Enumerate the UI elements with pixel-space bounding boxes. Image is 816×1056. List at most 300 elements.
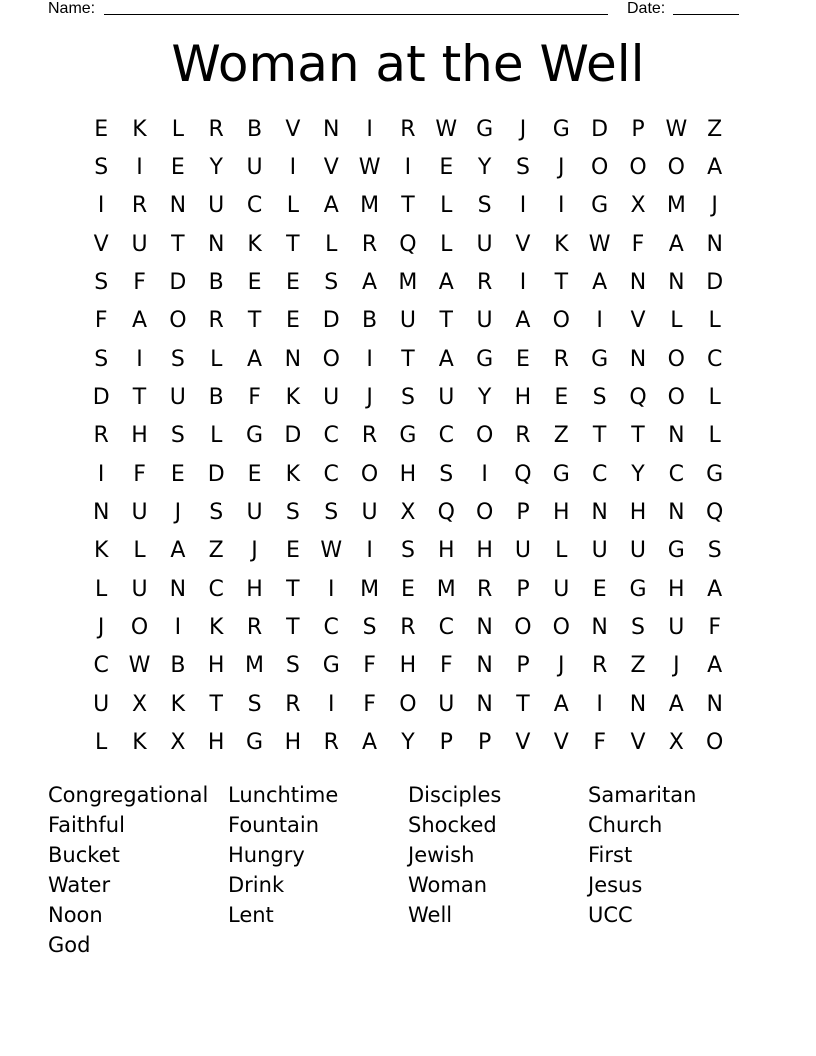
grid-letter: K	[208, 615, 224, 641]
grid-letter: N	[169, 576, 187, 602]
grid-letter: I	[366, 346, 373, 372]
grid-letter: S	[285, 653, 300, 679]
grid-letter: K	[170, 691, 186, 717]
grid-letter: P	[477, 730, 492, 756]
grid-letter: R	[285, 691, 301, 717]
grid-letter: H	[207, 653, 225, 679]
grid-letter: E	[94, 116, 109, 142]
grid-letter: U	[591, 538, 608, 564]
grid-letter: N	[668, 270, 685, 296]
grid-letter: E	[554, 385, 569, 411]
grid-letter: E	[247, 461, 262, 487]
grid-letter: S	[439, 461, 454, 487]
grid-letter: O	[629, 155, 647, 181]
word-list-item: Hungry	[228, 843, 305, 867]
grid-letter: C	[668, 461, 685, 487]
grid-letter: N	[476, 653, 493, 679]
grid-letter: T	[401, 346, 415, 372]
grid-letter: O	[475, 500, 494, 526]
grid-letter: F	[363, 653, 376, 679]
grid-letter: N	[476, 615, 493, 641]
grid-letter: X	[400, 500, 416, 526]
grid-letter: Q	[437, 500, 455, 526]
grid-letter: P	[516, 576, 530, 602]
grid-letter: O	[667, 385, 685, 411]
grid-letter: L	[210, 423, 223, 449]
grid-letter: I	[327, 576, 335, 602]
grid-letter: O	[169, 308, 187, 334]
grid-letter: X	[630, 193, 646, 219]
grid-letter: A	[362, 270, 378, 296]
grid-letter: G	[476, 346, 494, 372]
grid-letter: C	[208, 576, 224, 602]
grid-letter: U	[553, 576, 570, 602]
grid-letter: E	[170, 461, 185, 487]
grid-letter: S	[400, 385, 415, 411]
grid-letter: J	[519, 116, 527, 142]
header	[48, 0, 740, 20]
grid-letter: T	[286, 231, 300, 257]
grid-letter: H	[399, 653, 417, 679]
grid-letter: C	[438, 423, 454, 449]
grid-letter: L	[325, 231, 338, 257]
grid-letter: M	[436, 576, 456, 602]
grid-letter: R	[553, 346, 569, 372]
grid-letter: L	[95, 576, 108, 602]
grid-letter: A	[707, 576, 723, 602]
grid-letter: U	[668, 615, 685, 641]
grid-letter: G	[552, 116, 570, 142]
grid-letter: D	[169, 270, 187, 296]
grid-letter: H	[131, 423, 148, 449]
grid-letter: L	[708, 385, 721, 411]
grid-letter: U	[131, 500, 148, 526]
grid-letter: U	[246, 500, 263, 526]
grid-letter: E	[170, 155, 185, 181]
grid-letter: Y	[477, 385, 492, 411]
grid-letter: C	[323, 423, 339, 449]
grid-letter: G	[552, 461, 570, 487]
grid-letter: G	[246, 423, 264, 449]
grid-letter: W	[435, 116, 458, 142]
name-label: Name:	[48, 0, 96, 17]
grid-letter: Y	[401, 730, 415, 756]
grid-letter: N	[591, 500, 608, 526]
grid-letter: T	[516, 691, 530, 717]
grid-letter: B	[247, 116, 263, 142]
grid-letter: S	[94, 346, 109, 372]
grid-letter: R	[93, 423, 109, 449]
grid-letter: S	[400, 538, 415, 564]
grid-letter: T	[631, 423, 645, 449]
grid-letter: F	[133, 270, 146, 296]
grid-letter: A	[707, 653, 723, 679]
grid-letter: O	[130, 615, 149, 641]
grid-letter: S	[247, 691, 262, 717]
grid-letter: F	[363, 691, 376, 717]
grid-letter: F	[439, 653, 453, 679]
grid-letter: B	[362, 308, 378, 334]
grid-letter: I	[366, 538, 373, 564]
grid-letter: J	[673, 653, 680, 679]
grid-letter: V	[515, 231, 531, 257]
grid-letter: T	[132, 385, 147, 411]
grid-letter: U	[323, 385, 340, 411]
grid-letter: U	[438, 691, 455, 717]
grid-letter: S	[324, 500, 339, 526]
grid-letter: I	[596, 691, 603, 717]
grid-letter: T	[439, 308, 453, 334]
word-list-item: Water	[48, 873, 111, 897]
grid-letter: A	[170, 538, 186, 564]
grid-letter: C	[323, 615, 339, 641]
grid-letter: C	[591, 461, 608, 487]
grid-letter: L	[708, 423, 721, 449]
grid-letter: E	[516, 346, 530, 372]
grid-letter: U	[476, 231, 493, 257]
grid-letter: L	[95, 730, 108, 756]
grid-letter: S	[94, 155, 109, 181]
grid-letter: N	[591, 615, 608, 641]
grid-letter: M	[398, 270, 418, 296]
word-list-item: Disciples	[408, 783, 502, 807]
grid-letter: H	[514, 385, 532, 411]
grid-letter: Y	[477, 155, 492, 181]
grid-letter: E	[285, 538, 300, 564]
grid-letter: A	[438, 270, 454, 296]
grid-letter: X	[668, 730, 684, 756]
grid-letter: K	[132, 116, 147, 142]
word-list-item: Faithful	[48, 813, 125, 837]
grid-letter: R	[476, 576, 493, 602]
grid-letter: O	[475, 423, 494, 449]
grid-letter: J	[97, 615, 105, 641]
grid-letter: N	[323, 116, 340, 142]
page-title: Woman at the Well	[171, 35, 645, 93]
grid-letter: G	[399, 423, 417, 449]
grid-letter: D	[591, 116, 609, 142]
grid-letter: O	[360, 461, 379, 487]
grid-letter: H	[399, 461, 417, 487]
grid-letter: E	[592, 576, 607, 602]
grid-letter: A	[438, 346, 454, 372]
grid-letter: I	[404, 155, 412, 181]
grid-letter: U	[399, 308, 416, 334]
grid-letter: C	[438, 615, 454, 641]
grid-letter: O	[590, 155, 609, 181]
word-list-item: God	[48, 933, 91, 957]
grid-letter: D	[207, 461, 225, 487]
grid-letter: A	[707, 155, 723, 181]
grid-letter: O	[706, 730, 724, 756]
grid-letter: K	[93, 538, 109, 564]
grid-letter: H	[284, 730, 302, 756]
word-list-item: Jesus	[588, 873, 643, 897]
grid-letter: N	[284, 346, 302, 372]
grid-letter: R	[400, 116, 416, 142]
grid-letter: A	[668, 691, 684, 717]
grid-letter: L	[708, 308, 721, 334]
grid-letter: S	[362, 615, 377, 641]
word-list-item: Samaritan	[588, 783, 697, 807]
grid-letter: V	[630, 308, 646, 334]
word-list-item: Jewish	[408, 843, 475, 867]
grid-letter: G	[667, 538, 685, 564]
grid-letter: Q	[629, 385, 647, 411]
grid-letter: O	[552, 308, 570, 334]
grid-letter: D	[322, 308, 340, 334]
grid-letter: C	[706, 346, 723, 372]
grid-letter: S	[707, 538, 722, 564]
grid-letter: K	[285, 385, 301, 411]
grid-letter: V	[323, 155, 339, 181]
grid-letter: O	[552, 615, 570, 641]
grid-letter: I	[97, 461, 105, 487]
grid-letter: Y	[209, 155, 223, 181]
grid-letter: G	[322, 653, 340, 679]
grid-letter: U	[208, 193, 225, 219]
grid-letter: V	[93, 231, 109, 257]
grid-letter: F	[708, 615, 721, 641]
grid-letter: S	[94, 270, 109, 296]
grid-letter: G	[246, 730, 264, 756]
grid-letter: C	[93, 653, 109, 679]
grid-letter: Z	[707, 116, 723, 142]
grid-letter: N	[169, 193, 187, 219]
grid-letter: S	[209, 500, 224, 526]
word-list-item: Woman	[408, 873, 488, 897]
grid-letter: V	[515, 730, 531, 756]
word-list-item: Congregational	[48, 783, 209, 807]
grid-letter: S	[477, 193, 492, 219]
grid-letter: B	[208, 385, 224, 411]
grid-letter: E	[285, 308, 300, 334]
grid-letter: N	[668, 423, 685, 449]
grid-letter: O	[399, 691, 417, 717]
grid-letter: X	[131, 691, 148, 717]
grid-letter: O	[667, 346, 685, 372]
grid-letter: I	[519, 193, 527, 219]
grid-letter: W	[358, 155, 381, 181]
grid-letter: A	[362, 730, 378, 756]
grid-letter: A	[592, 270, 608, 296]
grid-letter: F	[593, 730, 606, 756]
grid-letter: Y	[631, 461, 645, 487]
grid-letter: U	[131, 231, 148, 257]
grid-letter: T	[401, 193, 415, 219]
grid-letter: J	[711, 193, 718, 219]
grid-letter: H	[553, 500, 570, 526]
letter-grid	[82, 110, 734, 762]
name-field-line[interactable]	[104, 14, 608, 15]
grid-letter: Z	[208, 538, 224, 564]
grid-letter: E	[285, 270, 300, 296]
grid-letter: D	[284, 423, 302, 449]
grid-letter: U	[131, 576, 148, 602]
grid-letter: L	[440, 193, 453, 219]
grid-letter: I	[327, 691, 335, 717]
grid-letter: R	[323, 730, 339, 756]
grid-letter: N	[476, 691, 493, 717]
grid-letter: O	[514, 615, 532, 641]
grid-letter: R	[131, 193, 148, 219]
grid-letter: A	[247, 346, 263, 372]
grid-letter: R	[400, 615, 416, 641]
grid-letter: N	[207, 231, 225, 257]
grid-letter: A	[131, 308, 148, 334]
grid-letter: N	[706, 231, 723, 257]
grid-letter: R	[476, 270, 493, 296]
grid-letter: U	[514, 538, 531, 564]
word-list-item: Well	[408, 903, 453, 927]
grid-letter: L	[210, 346, 223, 372]
grid-letter: G	[706, 461, 724, 487]
grid-letter: Q	[706, 500, 724, 526]
grid-letter: H	[668, 576, 685, 602]
grid-letter: R	[361, 423, 378, 449]
grid-letter: D	[92, 385, 110, 411]
word-list-item: Lunchtime	[228, 783, 339, 807]
grid-letter: R	[591, 653, 608, 679]
grid-letter: C	[323, 461, 339, 487]
grid-letter: P	[516, 653, 530, 679]
word-list-item: Church	[588, 813, 663, 837]
grid-letter: U	[93, 691, 110, 717]
grid-letter: N	[668, 500, 685, 526]
grid-letter: U	[169, 385, 186, 411]
grid-letter: P	[631, 116, 645, 142]
grid-letter: I	[136, 346, 143, 372]
grid-letter: V	[553, 730, 569, 756]
date-label: Date:	[627, 0, 666, 17]
grid-letter: S	[170, 346, 185, 372]
grid-letter: I	[289, 155, 297, 181]
grid-letter: I	[97, 193, 105, 219]
grid-letter: I	[174, 615, 182, 641]
grid-letter: G	[476, 116, 494, 142]
grid-letter: X	[170, 730, 186, 756]
grid-letter: O	[667, 155, 685, 181]
grid-letter: U	[361, 500, 378, 526]
grid-letter: I	[596, 308, 603, 334]
grid-letter: T	[286, 576, 300, 602]
grid-letter: A	[323, 193, 339, 219]
grid-letter: H	[207, 730, 225, 756]
grid-letter: U	[438, 385, 455, 411]
grid-letter: L	[440, 231, 453, 257]
grid-letter: P	[439, 730, 453, 756]
grid-letter: I	[481, 461, 488, 487]
grid-letter: H	[437, 538, 455, 564]
word-list-item: Lent	[228, 903, 274, 927]
grid-letter: F	[133, 461, 146, 487]
grid-letter: T	[171, 231, 185, 257]
grid-letter: A	[668, 231, 684, 257]
grid-letter: J	[558, 653, 565, 679]
grid-letter: S	[631, 615, 645, 641]
grid-letter: E	[247, 270, 262, 296]
grid-letter: S	[515, 155, 530, 181]
grid-letter: B	[170, 653, 186, 679]
grid-letter: T	[592, 423, 607, 449]
grid-letter: Z	[630, 653, 646, 679]
grid-letter: M	[360, 193, 380, 219]
grid-letter: V	[285, 116, 301, 142]
grid-letter: T	[247, 308, 262, 334]
grid-letter: U	[629, 538, 647, 564]
grid-letter: K	[247, 231, 262, 257]
grid-letter: U	[476, 308, 493, 334]
grid-letter: J	[174, 500, 182, 526]
grid-letter: E	[439, 155, 454, 181]
word-list-item: Fountain	[228, 813, 320, 837]
grid-letter: S	[170, 423, 185, 449]
word-list-item: Shocked	[408, 813, 497, 837]
grid-letter: I	[519, 270, 527, 296]
grid-letter: W	[588, 231, 611, 257]
grid-letter: I	[366, 116, 373, 142]
grid-letter: K	[554, 231, 569, 257]
grid-letter: R	[208, 116, 224, 142]
grid-letter: V	[630, 730, 646, 756]
grid-letter: L	[670, 308, 683, 334]
grid-letter: W	[128, 653, 151, 679]
grid-letter: R	[246, 615, 263, 641]
grid-letter: G	[591, 346, 609, 372]
grid-letter: L	[555, 538, 568, 564]
grid-letter: J	[251, 538, 258, 564]
grid-letter: G	[591, 193, 609, 219]
grid-letter: E	[400, 576, 415, 602]
grid-letter: Q	[514, 461, 532, 487]
grid-letter: H	[629, 500, 647, 526]
grid-letter: N	[92, 500, 110, 526]
word-list-item: First	[588, 843, 633, 867]
grid-letter: N	[629, 270, 647, 296]
grid-letter: T	[554, 270, 569, 296]
grid-letter: T	[209, 691, 223, 717]
grid-letter: Z	[553, 423, 569, 449]
grid-letter: P	[516, 500, 530, 526]
grid-letter: L	[171, 116, 184, 142]
date-field-line[interactable]	[673, 14, 739, 15]
grid-letter: L	[286, 193, 300, 219]
grid-letter: K	[132, 730, 147, 756]
grid-letter: S	[324, 270, 339, 296]
word-list-item: Noon	[48, 903, 103, 927]
grid-letter: J	[366, 385, 373, 411]
grid-letter: R	[361, 231, 378, 257]
grid-letter: N	[629, 346, 647, 372]
grid-letter: N	[706, 691, 723, 717]
grid-letter: R	[515, 423, 531, 449]
grid-letter: C	[246, 193, 263, 219]
grid-letter: M	[245, 653, 265, 679]
grid-letter: J	[558, 155, 565, 181]
grid-letter: N	[629, 691, 647, 717]
grid-letter: G	[629, 576, 647, 602]
grid-letter: M	[666, 193, 686, 219]
grid-letter: O	[322, 346, 340, 372]
word-list-item: Drink	[228, 873, 285, 897]
word-list-item: Bucket	[48, 843, 120, 867]
grid-letter: S	[592, 385, 607, 411]
grid-letter: W	[665, 116, 688, 142]
grid-letter: S	[285, 500, 300, 526]
grid-letter: F	[631, 231, 645, 257]
grid-letter: U	[246, 155, 263, 181]
grid-letter: F	[94, 308, 108, 334]
